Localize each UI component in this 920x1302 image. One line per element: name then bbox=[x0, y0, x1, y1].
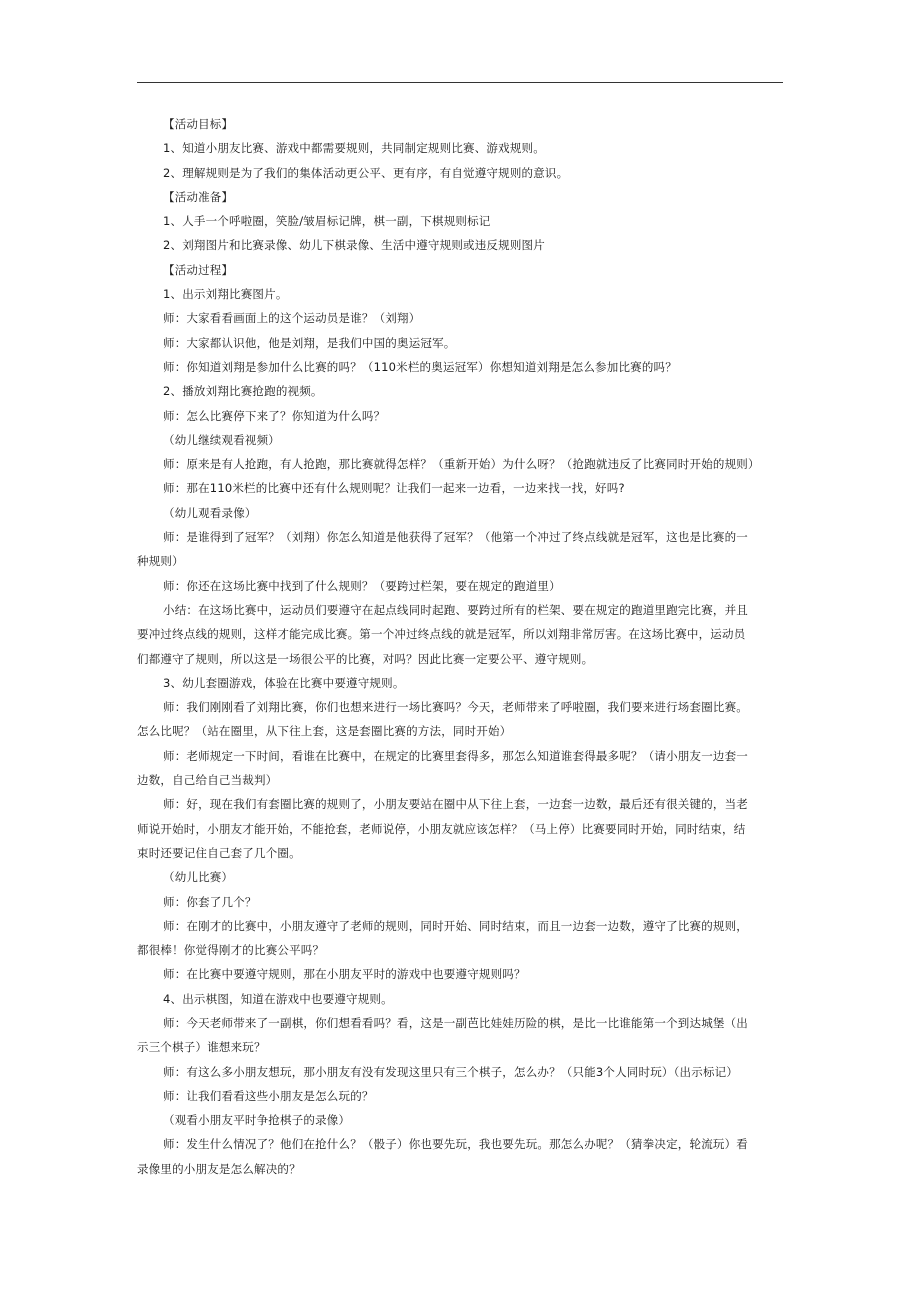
paragraph-line: 师：你还在这场比赛中找到了什么规则？（要跨过栏架，要在规定的跑道里） bbox=[163, 578, 561, 593]
paragraph-line: 师：老师规定一下时间，看谁在比赛中，在规定的比赛里套得多，那怎么知道谁套得最多呢？（请小朋友一边套一 bbox=[163, 748, 748, 763]
paragraph-line: 师：你套了几个？ bbox=[163, 894, 257, 909]
paragraph-line: 小结：在这场比赛中，运动员们要遵守在起点线同时起跑、要跨过所有的栏架、要在规定的跑道里跑完比赛，并且 bbox=[163, 602, 748, 617]
paragraph-line: （幼儿观看录像） bbox=[163, 505, 257, 520]
paragraph-line: 师：有这么多小朋友想玩，那小朋友有没有发现这里只有三个棋子，怎么办？（只能3个人同时玩）（出示标记） bbox=[163, 1064, 739, 1079]
paragraph-line: 3、幼儿套圈游戏，体验在比赛中要遵守规则。 bbox=[163, 675, 405, 690]
paragraph-line: 4、出示棋图，知道在游戏中也要遵守规则。 bbox=[163, 991, 393, 1006]
paragraph-line: 师：你知道刘翔是参加什么比赛的吗？（110米栏的奥运冠军）你想知道刘翔是怎么参加比赛的吗？ bbox=[163, 359, 677, 374]
paragraph-line: 示三个棋子）谁想来玩？ bbox=[137, 1040, 266, 1055]
paragraph-line: （幼儿比赛） bbox=[163, 870, 234, 885]
paragraph-line: 师：那在110米栏的比赛中还有什么规则呢？让我们一起来一边看，一边来找一找，好吗? bbox=[163, 481, 625, 496]
header-rule bbox=[137, 82, 783, 83]
paragraph-line: 师：是谁得到了冠军？（刘翔）你怎么知道是他获得了冠军？（他第一个冲过了终点线就是冠军，这也是比赛的一 bbox=[163, 530, 748, 545]
paragraph-line: 们都遵守了规则，所以这是一场很公平的比赛，对吗？因此比赛一定要公平、遵守规则。 bbox=[137, 651, 594, 666]
paragraph-line: 师：发生什么情况了？他们在抢什么？（骰子）你也要先玩，我也要先玩。那怎么办呢？（猜拳决定，轮流玩）看 bbox=[163, 1137, 748, 1152]
paragraph-line: 怎么比呢？（站在圈里，从下往上套，这是套圈比赛的方法，同时开始） bbox=[137, 724, 512, 739]
paragraph-line: 师：大家都认识他，他是刘翔，是我们中国的奥运冠军。 bbox=[163, 335, 456, 350]
paragraph-line: 边数，自己给自己当裁判） bbox=[137, 773, 278, 788]
paragraph-line: 师：怎么比赛停下来了？你知道为什么吗？ bbox=[163, 408, 386, 423]
paragraph-line: 都很棒！你觉得刚才的比赛公平吗？ bbox=[137, 943, 325, 958]
paragraph-line: 2、理解规则是为了我们的集体活动更公平、更有序，有自觉遵守规则的意识。 bbox=[163, 165, 569, 180]
paragraph-line: 种规则） bbox=[137, 554, 184, 569]
paragraph-line: 师：我们刚刚看了刘翔比赛，你们也想来进行一场比赛吗？今天，老师带来了呼啦圈，我们要来进行场套圈比赛。 bbox=[163, 700, 748, 715]
paragraph-line: 师：大家看看画面上的这个运动员是谁？（刘翔） bbox=[163, 311, 421, 326]
paragraph-line: 1、出示刘翔比赛图片。 bbox=[163, 287, 288, 302]
paragraph-line: （观看小朋友平时争抢棋子的录像） bbox=[163, 1113, 351, 1128]
paragraph-line: 1、人手一个呼啦圈，笑脸/皱眉标记牌，棋一副，下棋规则标记 bbox=[163, 214, 491, 229]
paragraph-line: 要冲过终点线的规则，这样才能完成比赛。第一个冲过终点线的就是冠军，所以刘翔非常厉害。在这场比赛中，运动员 bbox=[137, 627, 746, 642]
paragraph-line: 师：原来是有人抢跑，有人抢跑，那比赛就得怎样？（重新开始）为什么呀？（抢跑就违反了比赛同时开始的规则） bbox=[163, 457, 760, 472]
paragraph-line: 2、播放刘翔比赛抢跑的视频。 bbox=[163, 384, 323, 399]
paragraph-line: （幼儿继续观看视频） bbox=[163, 432, 280, 447]
paragraph-line: 录像里的小朋友是怎么解决的？ bbox=[137, 1161, 301, 1176]
paragraph-line: 2、刘翔图片和比赛录像、幼儿下棋录像、生活中遵守规则或违反规则图片 bbox=[163, 238, 545, 253]
paragraph-line: 师：好，现在我们有套圈比赛的规则了，小朋友要站在圈中从下往上套，一边套一边数，最后还有很关键的，当老 bbox=[163, 797, 748, 812]
paragraph-line: 【活动准备】 bbox=[163, 189, 234, 204]
paragraph-line: 1、知道小朋友比赛、游戏中都需要规则，共同制定规则比赛、游戏规则。 bbox=[163, 141, 545, 156]
paragraph-line: 师：在比赛中要遵守规则，那在小朋友平时的游戏中也要遵守规则吗？ bbox=[163, 967, 526, 982]
paragraph-line: 师说开始时，小朋友才能开始，不能抢套，老师说停，小朋友就应该怎样？（马上停）比赛要同时开始，同时结束，结 bbox=[137, 821, 746, 836]
paragraph-line: 师：在刚才的比赛中，小朋友遵守了老师的规则，同时开始、同时结束，而且一边套一边数，遵守了比赛的规则， bbox=[163, 918, 748, 933]
document-body bbox=[137, 112, 783, 1181]
paragraph-line: 【活动过程】 bbox=[163, 262, 234, 277]
paragraph-line: 束时还要记住自己套了几个圈。 bbox=[137, 845, 301, 860]
paragraph-line: 【活动目标】 bbox=[163, 117, 234, 131]
paragraph-line: 师：让我们看看这些小朋友是怎么玩的？ bbox=[163, 1088, 374, 1103]
paragraph-line: 师：今天老师带来了一副棋，你们想看看吗？看，这是一副芭比娃娃历险的棋，是比一比谁能第一个到达城堡（出 bbox=[163, 1015, 748, 1030]
